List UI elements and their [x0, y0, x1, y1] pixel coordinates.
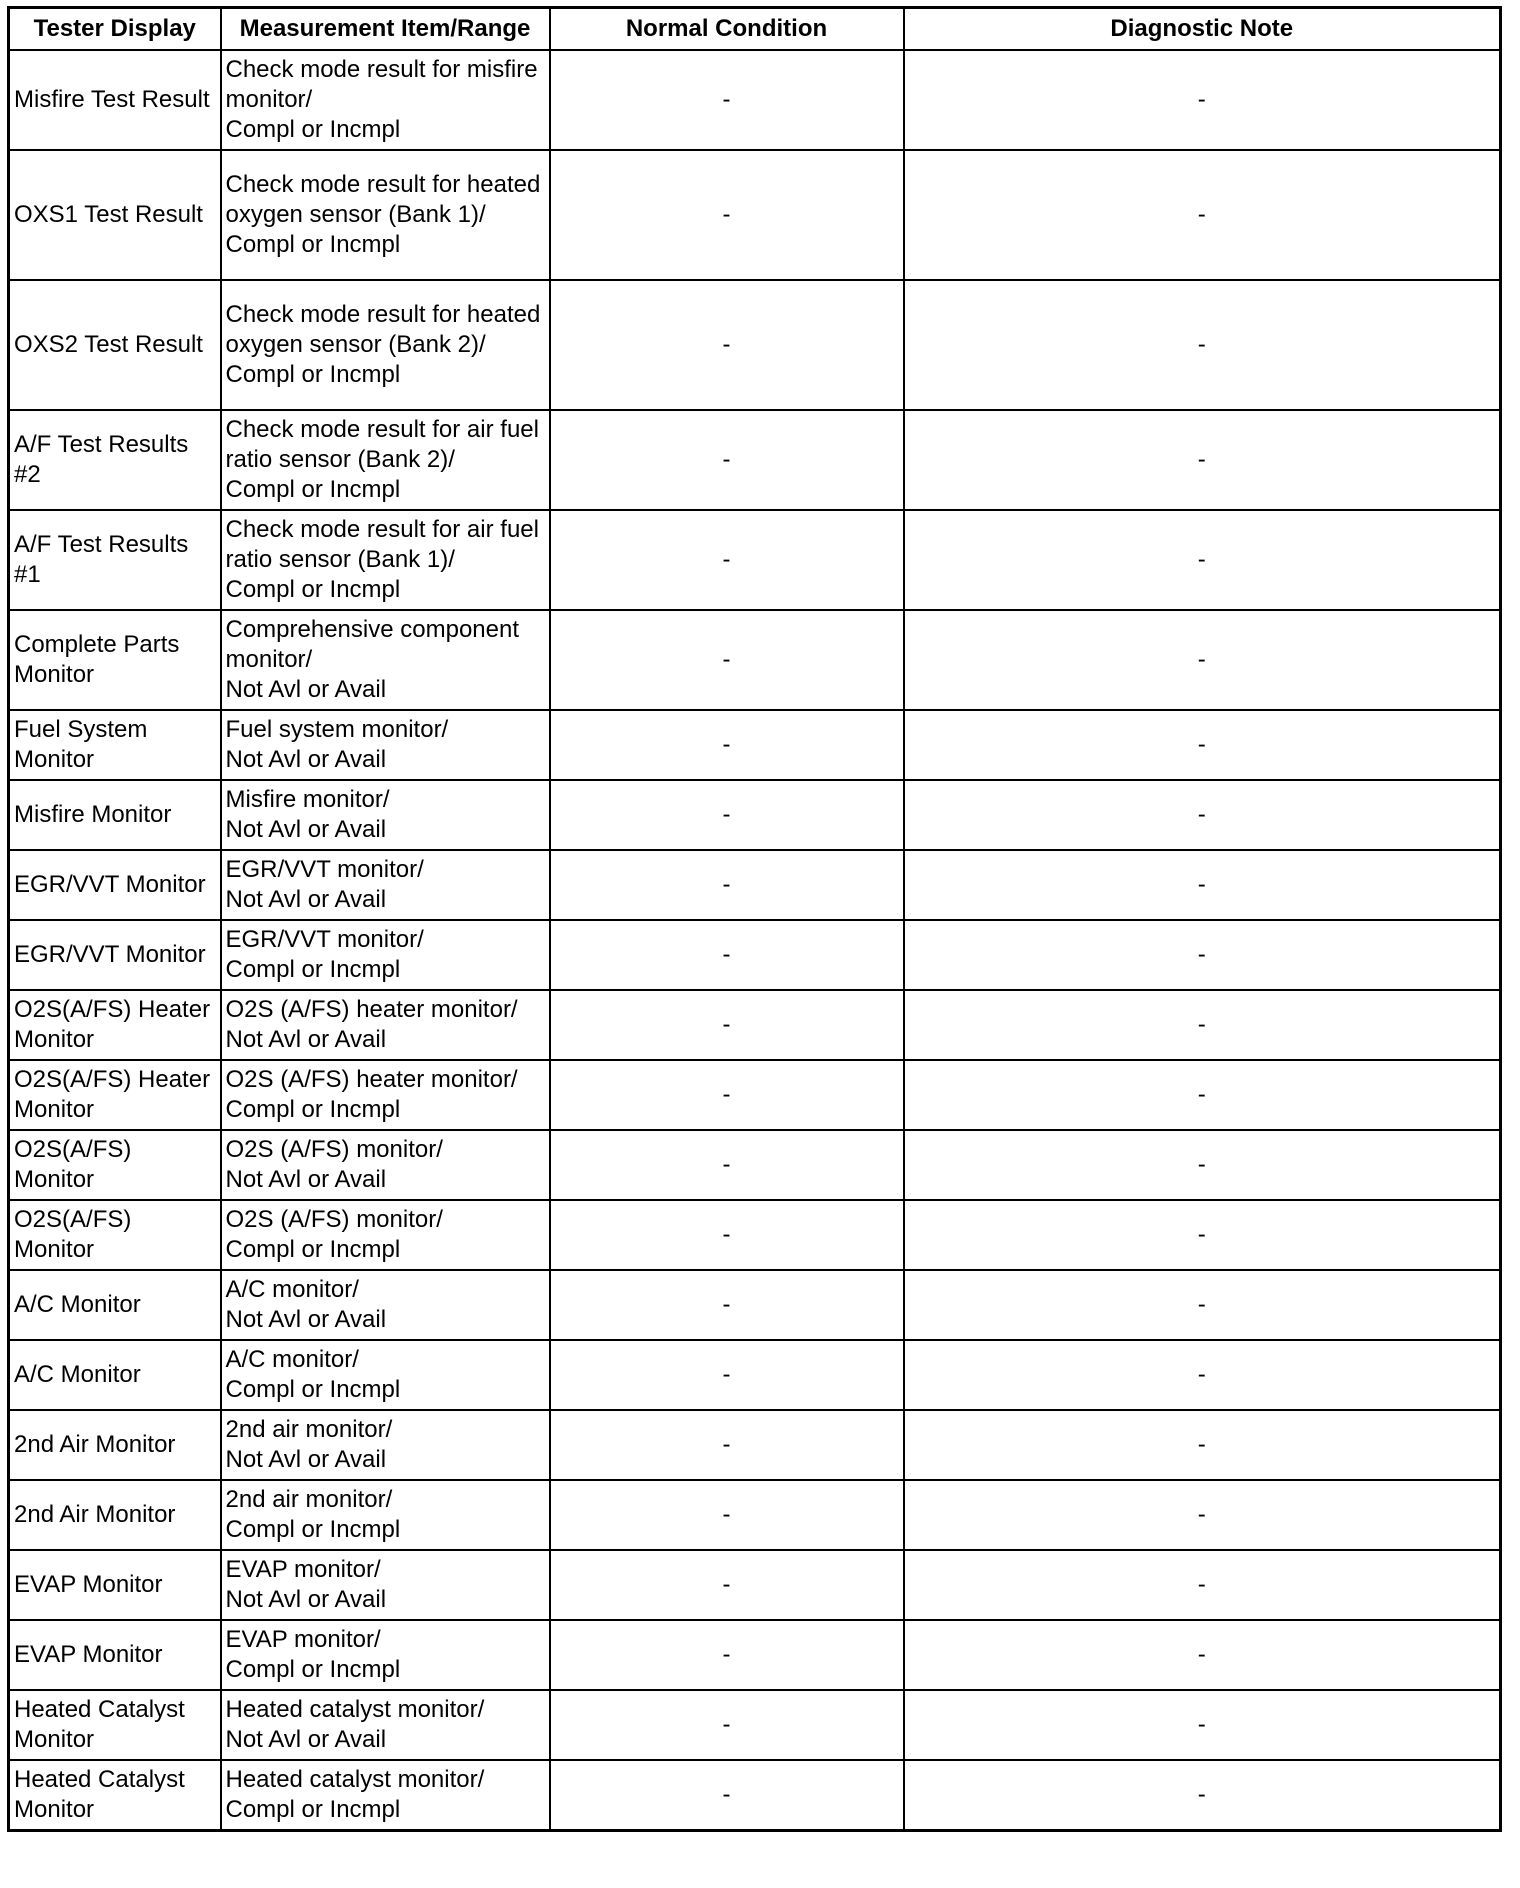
cell-tester-display: O2S(A/FS) Heater Monitor — [9, 1060, 221, 1130]
table-row — [9, 920, 1501, 990]
table-row — [9, 410, 1501, 510]
table-row — [9, 1480, 1501, 1550]
cell-normal-condition: - — [550, 1760, 904, 1830]
cell-tester-display: OXS1 Test Result — [9, 150, 221, 280]
cell-diagnostic-note: - — [904, 1410, 1501, 1480]
cell-measurement-item: Check mode result for air fuel ratio sensor (Bank 1)/ Compl or Incmpl — [221, 510, 550, 610]
cell-normal-condition: - — [550, 610, 904, 710]
cell-diagnostic-note: - — [904, 1760, 1501, 1830]
cell-diagnostic-note: - — [904, 410, 1501, 510]
cell-measurement-item: Check mode result for misfire monitor/ Compl or Incmpl — [221, 50, 550, 150]
cell-measurement-item: A/C monitor/ Not Avl or Avail — [221, 1270, 550, 1340]
table-row — [9, 50, 1501, 150]
cell-measurement-item: EVAP monitor/ Not Avl or Avail — [221, 1550, 550, 1620]
cell-diagnostic-note: - — [904, 1480, 1501, 1550]
header-measurement-item: Measurement Item/Range — [221, 8, 550, 51]
table-row — [9, 510, 1501, 610]
cell-normal-condition: - — [550, 710, 904, 780]
cell-normal-condition: - — [550, 1340, 904, 1410]
table-row — [9, 1620, 1501, 1690]
table-row — [9, 610, 1501, 710]
cell-normal-condition: - — [550, 850, 904, 920]
cell-diagnostic-note: - — [904, 1130, 1501, 1200]
cell-measurement-item: O2S (A/FS) heater monitor/ Compl or Incmpl — [221, 1060, 550, 1130]
table-row — [9, 1550, 1501, 1620]
table-row — [9, 1340, 1501, 1410]
cell-normal-condition: - — [550, 1060, 904, 1130]
cell-measurement-item: Comprehensive component monitor/ Not Avl or Avail — [221, 610, 550, 710]
cell-measurement-item: Misfire monitor/ Not Avl or Avail — [221, 780, 550, 850]
cell-diagnostic-note: - — [904, 280, 1501, 410]
cell-measurement-item: Check mode result for heated oxygen sensor (Bank 2)/ Compl or Incmpl — [221, 280, 550, 410]
table-row — [9, 280, 1501, 410]
cell-tester-display: OXS2 Test Result — [9, 280, 221, 410]
cell-diagnostic-note: - — [904, 1340, 1501, 1410]
cell-diagnostic-note: - — [904, 710, 1501, 780]
cell-normal-condition: - — [550, 1410, 904, 1480]
cell-diagnostic-note: - — [904, 1620, 1501, 1690]
cell-diagnostic-note: - — [904, 780, 1501, 850]
cell-tester-display: A/F Test Results #2 — [9, 410, 221, 510]
cell-measurement-item: 2nd air monitor/ Compl or Incmpl — [221, 1480, 550, 1550]
cell-diagnostic-note: - — [904, 920, 1501, 990]
table-row — [9, 1270, 1501, 1340]
cell-tester-display: EGR/VVT Monitor — [9, 920, 221, 990]
cell-tester-display: 2nd Air Monitor — [9, 1410, 221, 1480]
cell-diagnostic-note: - — [904, 150, 1501, 280]
cell-tester-display: EGR/VVT Monitor — [9, 850, 221, 920]
cell-normal-condition: - — [550, 280, 904, 410]
cell-measurement-item: Check mode result for heated oxygen sensor (Bank 1)/ Compl or Incmpl — [221, 150, 550, 280]
cell-diagnostic-note: - — [904, 1690, 1501, 1760]
table-row — [9, 1130, 1501, 1200]
cell-normal-condition: - — [550, 150, 904, 280]
cell-normal-condition: - — [550, 1270, 904, 1340]
table-row — [9, 990, 1501, 1060]
cell-diagnostic-note: - — [904, 990, 1501, 1060]
header-diagnostic-note: Diagnostic Note — [904, 8, 1501, 51]
cell-measurement-item: A/C monitor/ Compl or Incmpl — [221, 1340, 550, 1410]
cell-measurement-item: Heated catalyst monitor/ Compl or Incmpl — [221, 1760, 550, 1830]
cell-measurement-item: O2S (A/FS) monitor/ Not Avl or Avail — [221, 1130, 550, 1200]
table-row — [9, 1760, 1501, 1830]
cell-normal-condition: - — [550, 410, 904, 510]
cell-tester-display: A/C Monitor — [9, 1340, 221, 1410]
cell-normal-condition: - — [550, 780, 904, 850]
cell-normal-condition: - — [550, 1690, 904, 1760]
cell-measurement-item: EGR/VVT monitor/ Compl or Incmpl — [221, 920, 550, 990]
tester-data-table — [7, 6, 1502, 1832]
cell-diagnostic-note: - — [904, 50, 1501, 150]
cell-diagnostic-note: - — [904, 610, 1501, 710]
cell-diagnostic-note: - — [904, 1270, 1501, 1340]
cell-normal-condition: - — [550, 990, 904, 1060]
table-row — [9, 1200, 1501, 1270]
cell-diagnostic-note: - — [904, 1550, 1501, 1620]
cell-tester-display: 2nd Air Monitor — [9, 1480, 221, 1550]
header-row — [9, 8, 1501, 51]
cell-measurement-item: Heated catalyst monitor/ Not Avl or Avail — [221, 1690, 550, 1760]
cell-tester-display: Fuel System Monitor — [9, 710, 221, 780]
cell-tester-display: A/F Test Results #1 — [9, 510, 221, 610]
cell-diagnostic-note: - — [904, 1060, 1501, 1130]
table-row — [9, 1060, 1501, 1130]
table-row — [9, 780, 1501, 850]
cell-tester-display: Misfire Monitor — [9, 780, 221, 850]
cell-measurement-item: 2nd air monitor/ Not Avl or Avail — [221, 1410, 550, 1480]
table-row — [9, 710, 1501, 780]
table-row — [9, 1690, 1501, 1760]
cell-measurement-item: O2S (A/FS) heater monitor/ Not Avl or Avail — [221, 990, 550, 1060]
table-row — [9, 850, 1501, 920]
cell-tester-display: Complete Parts Monitor — [9, 610, 221, 710]
cell-tester-display: O2S(A/FS) Monitor — [9, 1200, 221, 1270]
cell-tester-display: EVAP Monitor — [9, 1550, 221, 1620]
table-row — [9, 1410, 1501, 1480]
header-tester-display: Tester Display — [9, 8, 221, 51]
cell-normal-condition: - — [550, 510, 904, 610]
cell-normal-condition: - — [550, 50, 904, 150]
cell-measurement-item: Fuel system monitor/ Not Avl or Avail — [221, 710, 550, 780]
cell-normal-condition: - — [550, 1620, 904, 1690]
cell-measurement-item: EGR/VVT monitor/ Not Avl or Avail — [221, 850, 550, 920]
cell-normal-condition: - — [550, 1550, 904, 1620]
cell-tester-display: Misfire Test Result — [9, 50, 221, 150]
cell-tester-display: A/C Monitor — [9, 1270, 221, 1340]
cell-normal-condition: - — [550, 920, 904, 990]
cell-diagnostic-note: - — [904, 510, 1501, 610]
header-normal-condition: Normal Condition — [550, 8, 904, 51]
cell-tester-display: O2S(A/FS) Monitor — [9, 1130, 221, 1200]
cell-tester-display: Heated Catalyst Monitor — [9, 1690, 221, 1760]
cell-tester-display: EVAP Monitor — [9, 1620, 221, 1690]
cell-measurement-item: EVAP monitor/ Compl or Incmpl — [221, 1620, 550, 1690]
cell-diagnostic-note: - — [904, 1200, 1501, 1270]
cell-tester-display: Heated Catalyst Monitor — [9, 1760, 221, 1830]
table-row — [9, 150, 1501, 280]
cell-tester-display: O2S(A/FS) Heater Monitor — [9, 990, 221, 1060]
cell-measurement-item: O2S (A/FS) monitor/ Compl or Incmpl — [221, 1200, 550, 1270]
cell-normal-condition: - — [550, 1130, 904, 1200]
cell-measurement-item: Check mode result for air fuel ratio sensor (Bank 2)/ Compl or Incmpl — [221, 410, 550, 510]
cell-diagnostic-note: - — [904, 850, 1501, 920]
cell-normal-condition: - — [550, 1480, 904, 1550]
cell-normal-condition: - — [550, 1200, 904, 1270]
